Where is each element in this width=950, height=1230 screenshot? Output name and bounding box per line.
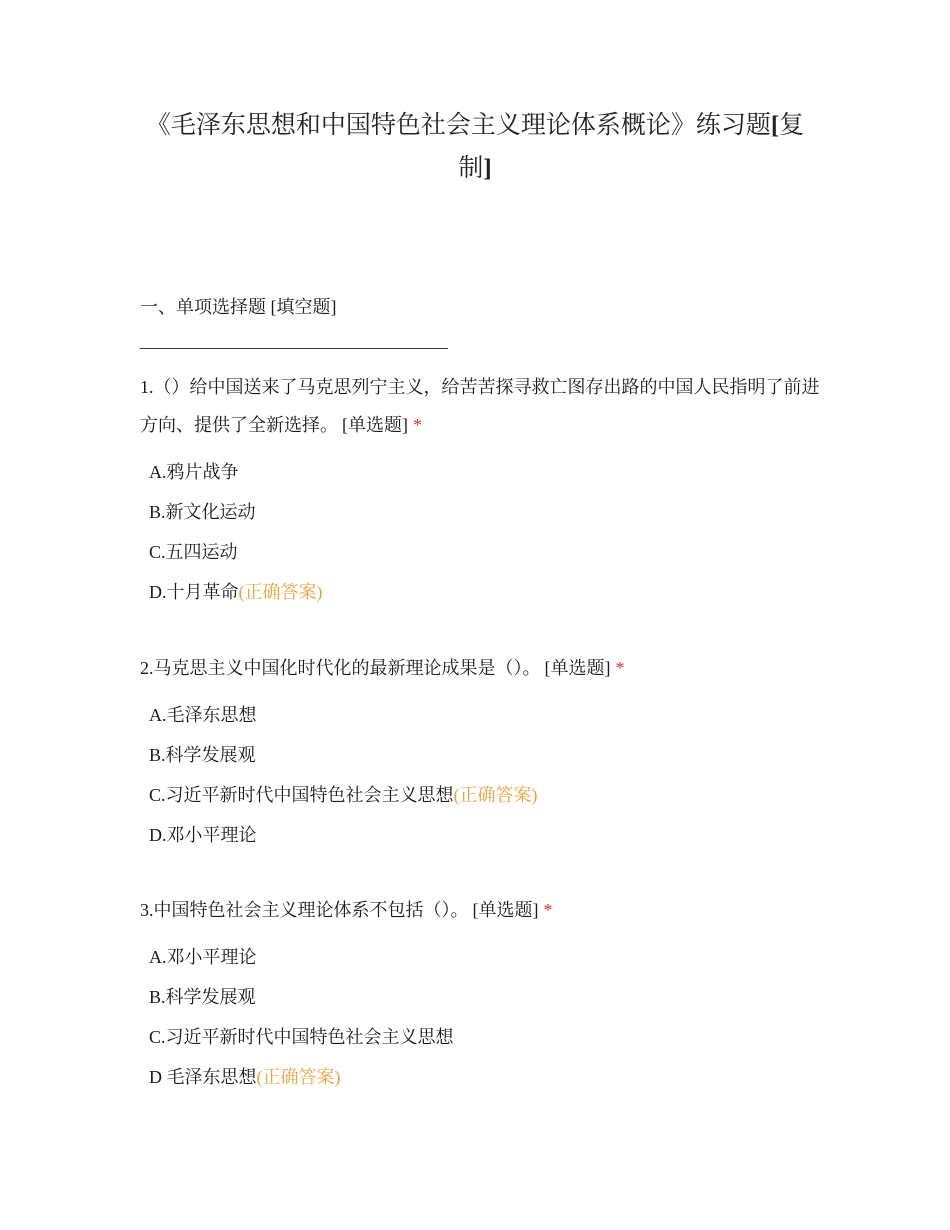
required-mark: * <box>413 415 422 435</box>
required-mark: * <box>543 900 553 920</box>
question-text: 1.（）给中国送来了马克思列宁主义，给苦苦探寻救亡图存出路的中国人民指明了前进方向、提供了全新选择。 <box>140 377 820 435</box>
option-label: A.鸦片战争 <box>149 462 239 482</box>
question-stem <box>140 891 820 929</box>
required-mark: * <box>615 658 625 678</box>
option-label: C.习近平新时代中国特色社会主义思想 <box>149 785 454 805</box>
option-d <box>140 572 820 612</box>
option-label: B.科学发展观 <box>149 745 256 765</box>
option-b <box>140 492 820 532</box>
option-list <box>140 695 820 855</box>
question-3 <box>140 891 820 1097</box>
option-c <box>140 532 820 572</box>
option-label: A.毛泽东思想 <box>149 705 257 725</box>
question-type-label: [单选题] <box>342 415 408 435</box>
option-b <box>140 735 820 775</box>
option-b <box>140 977 820 1017</box>
option-a <box>140 937 820 977</box>
option-label: B.新文化运动 <box>149 502 256 522</box>
option-label: A.邓小平理论 <box>149 947 257 967</box>
option-label: C.习近平新时代中国特色社会主义思想 <box>149 1027 454 1047</box>
correct-answer-note: (正确答案) <box>238 582 323 602</box>
correct-answer-note: (正确答案) <box>256 1067 341 1087</box>
option-list <box>140 452 820 612</box>
question-2 <box>140 649 820 855</box>
section-heading: 一、单项选择题 [填空题] <box>140 297 337 317</box>
option-label: B.科学发展观 <box>149 987 256 1007</box>
option-label: D 毛泽东思想 <box>149 1067 257 1087</box>
document-title <box>140 104 810 190</box>
title-bracket-close: ] <box>483 155 492 182</box>
fill-blank-line <box>140 348 448 349</box>
option-c <box>140 775 820 815</box>
option-a <box>140 452 820 492</box>
correct-answer-note: (正确答案) <box>453 785 538 805</box>
question-1 <box>140 368 820 612</box>
option-label: D.邓小平理论 <box>149 825 257 845</box>
option-label: C.五四运动 <box>149 542 238 562</box>
option-d <box>140 815 820 855</box>
title-bracket-open: [ <box>770 112 780 139</box>
option-list <box>140 937 820 1097</box>
question-text: 2.马克思主义中国化时代化的最新理论成果是（）。 <box>140 658 541 678</box>
question-text: 3.中国特色社会主义理论体系不包括（）。 <box>140 900 469 920</box>
option-c <box>140 1017 820 1057</box>
question-stem <box>140 649 820 687</box>
question-type-label: [单选题] <box>472 900 539 920</box>
option-a <box>140 695 820 735</box>
title-copy-label: 复制 <box>458 112 805 182</box>
title-main: 《毛泽东思想和中国特色社会主义理论体系概论》练习题 <box>145 112 771 139</box>
question-stem <box>140 368 820 444</box>
option-label: D.十月革命 <box>149 582 239 602</box>
option-d <box>140 1057 820 1097</box>
question-type-label: [单选题] <box>544 658 611 678</box>
